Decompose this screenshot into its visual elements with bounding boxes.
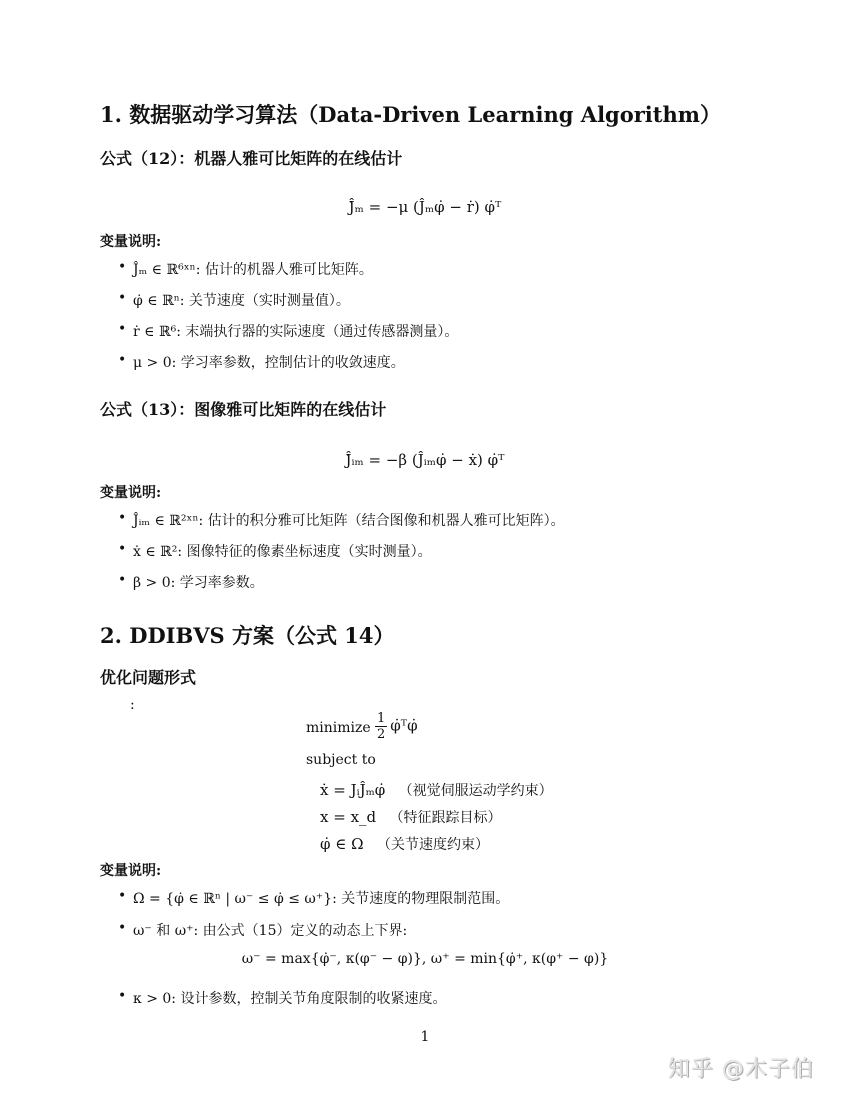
- bullet-icon: •: [118, 888, 127, 904]
- list-item: • φ̇ ∈ ℝⁿ: 关节速度（实时测量值）。: [118, 290, 350, 309]
- constraint-3: φ̇ ∈ Ω （关节速度约束）: [320, 835, 489, 853]
- bounds-equation: ω⁻ = max{φ̇⁻, κ(φ⁻ − φ)}, ω⁺ = min{φ̇⁺, κ(φ⁺ − φ)}: [241, 951, 609, 967]
- formula-12-equation: Ĵ̇ₘ = −μ (Ĵₘφ̇ − ṙ) φ̇ᵀ: [348, 198, 502, 216]
- bullet-icon: •: [118, 541, 127, 557]
- variable-label: 变量说明:: [100, 863, 162, 879]
- section-title: 1. 数据驱动学习算法（Data-Driven Learning Algorithm）: [100, 102, 721, 127]
- subject-to-label: subject to: [306, 752, 376, 768]
- colon: :: [130, 697, 135, 713]
- variable-label: 变量说明:: [100, 485, 162, 501]
- minimize-label: minimize: [306, 720, 371, 736]
- objective-function: $\frac{1}{2}$ φ̇ᵀφ̇: [377, 711, 418, 742]
- bullet-icon: •: [118, 321, 127, 337]
- list-item: • μ > 0: 学习率参数，控制估计的收敛速度。: [118, 352, 405, 371]
- formula-12-heading: 公式（12）：机器人雅可比矩阵的在线估计: [100, 149, 403, 168]
- bullet-icon: •: [118, 290, 127, 306]
- variable-label: 变量说明:: [100, 234, 162, 250]
- list-item: • Ω = {φ̇ ∈ ℝⁿ | ω⁻ ≤ φ̇ ≤ ω⁺}: 关节速度的物理限制范围。: [118, 888, 510, 907]
- formula-13-equation: Ĵ̇ᵢₘ = −β (Ĵᵢₘφ̇ − ẋ) φ̇ᵀ: [345, 451, 505, 469]
- bullet-icon: •: [118, 352, 127, 368]
- list-item: • ṙ ∈ ℝ⁶: 末端执行器的实际速度（通过传感器测量）。: [118, 321, 459, 340]
- list-item: • ω⁻ 和 ω⁺: 由公式（15）定义的动态上下界:: [118, 920, 408, 939]
- section-title: 2. DDIBVS 方案（公式 14）: [100, 623, 395, 648]
- list-item: • ẋ ∈ ℝ²: 图像特征的像素坐标速度（实时测量）。: [118, 541, 432, 560]
- list-item: • Ĵᵢₘ ∈ ℝ²ˣⁿ: 估计的积分雅可比矩阵（结合图像和机器人雅可比矩阵）。: [118, 510, 565, 529]
- list-item: • β > 0: 学习率参数。: [118, 572, 264, 591]
- constraint-2: x = x_d （特征跟踪目标）: [320, 808, 502, 826]
- list-item: • κ > 0: 设计参数，控制关节角度限制的收紧速度。: [118, 988, 447, 1007]
- optimization-heading: 优化问题形式: [100, 668, 197, 687]
- fraction: $\frac{1}{2}$: [377, 711, 386, 742]
- bullet-icon: •: [118, 510, 127, 526]
- bullet-icon: •: [118, 920, 127, 936]
- bullet-icon: •: [118, 988, 127, 1004]
- formula-13-heading: 公式（13）：图像雅可比矩阵的在线估计: [100, 400, 387, 419]
- bullet-icon: •: [118, 259, 127, 275]
- page-number: 1: [420, 1029, 430, 1045]
- constraint-1: ẋ = JᵢĴₘφ̇ （视觉伺服运动学约束）: [320, 781, 553, 799]
- list-item: • Ĵₘ ∈ ℝ⁶ˣⁿ: 估计的机器人雅可比矩阵。: [118, 259, 373, 278]
- bullet-icon: •: [118, 572, 127, 588]
- watermark: 知乎 @木子伯: [668, 1057, 814, 1082]
